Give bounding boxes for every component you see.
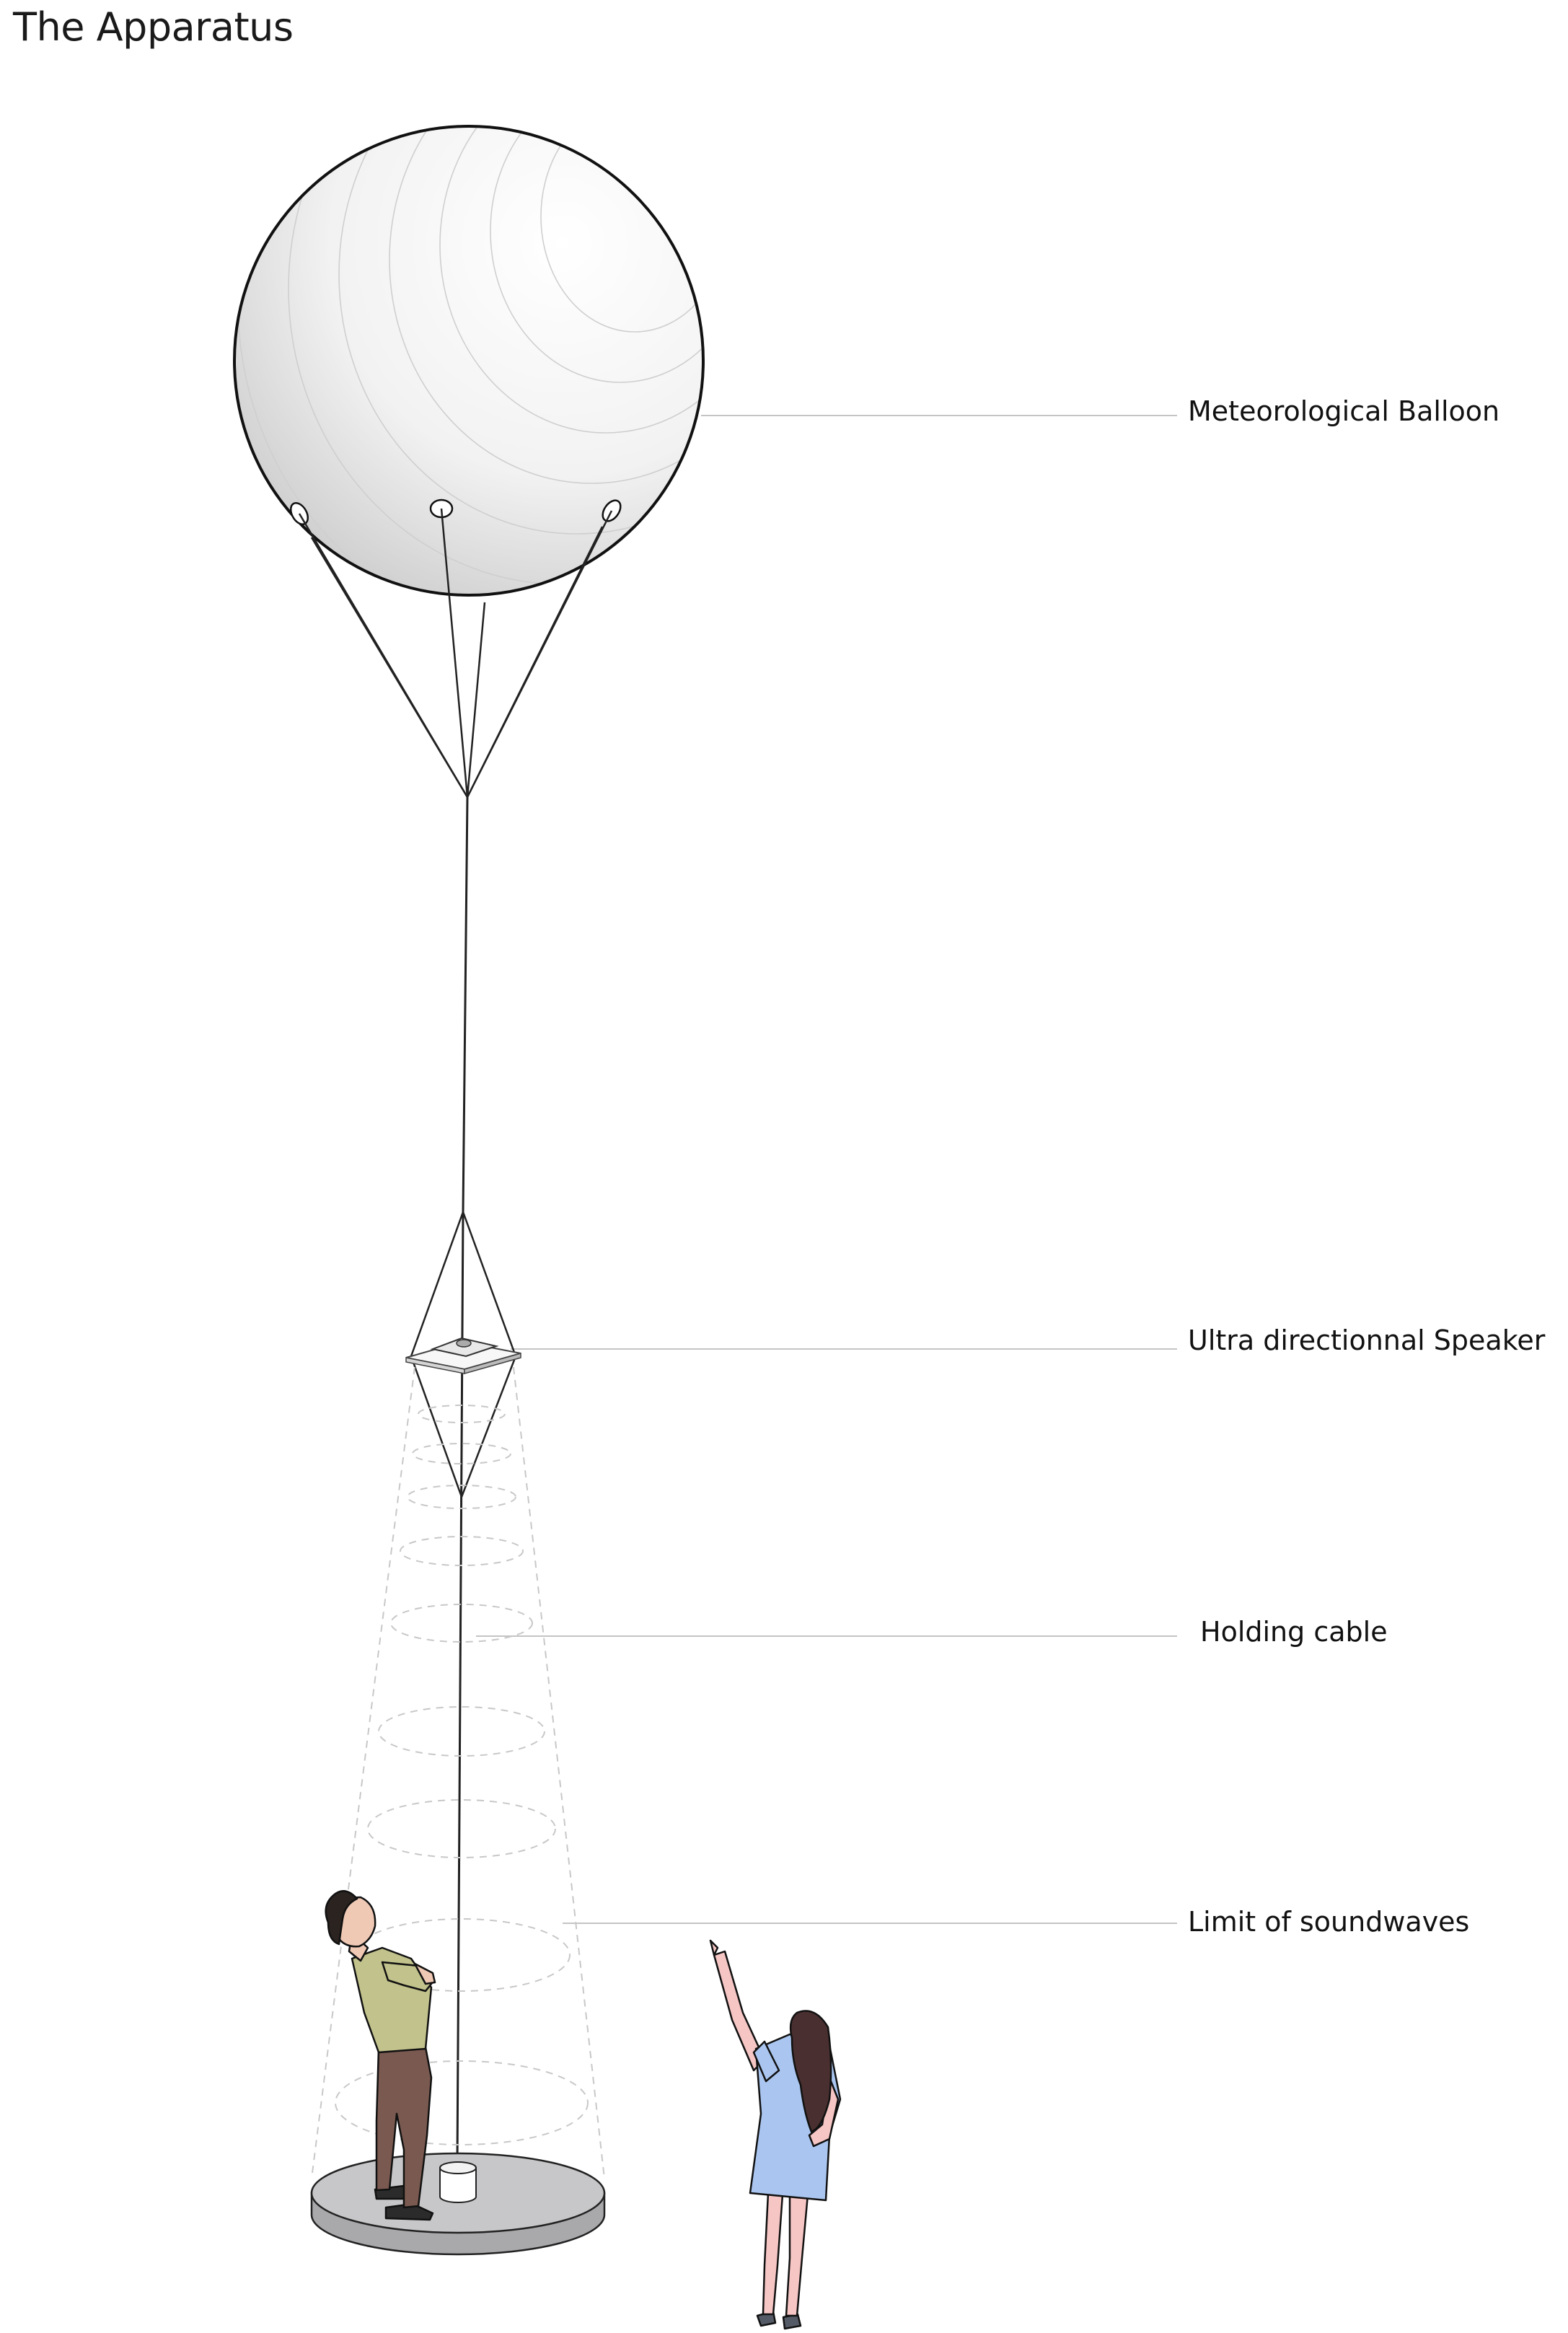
page-title: The Apparatus <box>13 4 294 50</box>
label-holding-cable: Holding cable <box>1200 1616 1388 1648</box>
label-limit-of-soundwaves: Limit of soundwaves <box>1188 1906 1470 1938</box>
label-meteorological-balloon: Meteorological Balloon <box>1188 395 1500 427</box>
holding-cable <box>457 797 467 2164</box>
leader-lines <box>476 416 1177 1923</box>
ultra-directional-speaker <box>406 1338 521 1374</box>
meteorological-balloon <box>87 0 923 786</box>
label-ultra-directional-speaker: Ultra directionnal Speaker <box>1188 1324 1546 1356</box>
woman-figure <box>710 1941 840 2329</box>
cable-anchor <box>440 2162 476 2202</box>
